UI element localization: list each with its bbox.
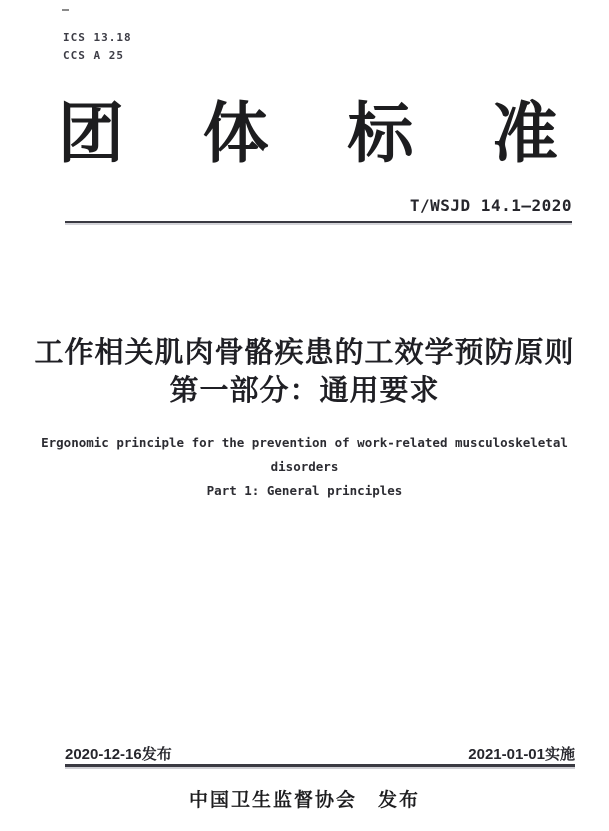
document-type-title (58, 97, 558, 173)
document-type-char: 团 (58, 98, 124, 171)
publisher: 中国卫生监督协会 发布 (188, 790, 420, 811)
ics-code: ICS 13.18 (63, 31, 132, 44)
title-english-line1: Ergonomic principle for the prevention of work-related musculoskeletal (41, 435, 568, 450)
title-english-line3: Part 1: General principles (206, 483, 403, 498)
scan-artifact-mark (62, 9, 69, 11)
title-chinese-line2: 第一部分：通用要求 (169, 375, 440, 407)
footer-rule (65, 764, 575, 767)
header-rule (65, 221, 572, 223)
title-english (0, 431, 609, 503)
document-type-char: 体 (202, 98, 269, 171)
standard-number: T/WSJD 14.1—2020 (409, 196, 572, 215)
dates-row (65, 743, 575, 764)
document-type-char: 准 (491, 98, 558, 171)
title-english-line2: disorders (270, 459, 339, 474)
document-type-char: 标 (347, 98, 414, 171)
title-chinese (0, 334, 609, 410)
implementation-date: 2021-01-01实施 (468, 746, 575, 763)
ccs-code: CCS A 25 (63, 49, 124, 62)
issue-date: 2020-12-16发布 (65, 746, 172, 763)
title-chinese-line1: 工作相关肌肉骨骼疾患的工效学预防原则 (34, 337, 575, 369)
